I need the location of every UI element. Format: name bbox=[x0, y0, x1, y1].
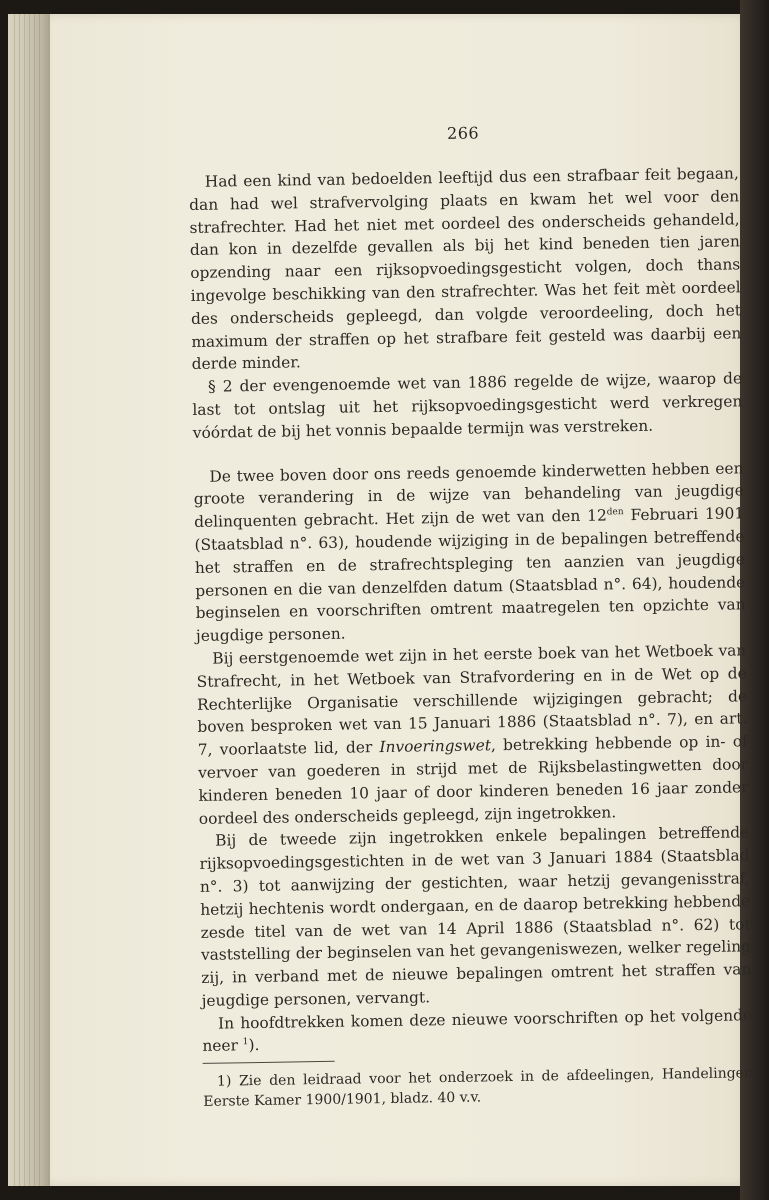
page-number: 266 bbox=[446, 123, 480, 143]
paragraph-5: Bij de tweede zijn ingetrokken enkele bepalingen betreffende rijksopvoedingsgestichten in de wet van 3 Januari 1884 (Staatsblad n°. 3) tot aanwijzing der gestichten, waar hetzij gevangenisstraf, hetzij hechtenis wordt ondergaan, en de daarop betrekking hebbende zesde titel van de wet van 14 April 1886 (Staatsblad n°. 62) tot vaststelling der beginselen van het gevangeniswezen, welker regeling zij, in verband met de nieuwe bepalingen omtrent het straffen van jeugdige personen, vervangt. bbox=[199, 823, 752, 1010]
paragraph-3-superscript: den bbox=[606, 507, 624, 518]
paragraph-3-text-after: Februari 1901 (Staatsblad n°. 63), houdende wijziging in de bepalingen betreffende het straffen en de strafrechtspleging ten aanzien van jeugdige personen en die van denzelfden datum (Staatsblad n°. 64), houdende beginselen en voorschriften omtrent maatregelen ten opzichte van jeugdige personen. bbox=[194, 504, 746, 646]
paragraph-3 bbox=[193, 457, 746, 648]
paragraph-4-italic: Invoeringswet bbox=[379, 736, 492, 757]
paragraph-1: Had een kind van bedoelden leeftijd dus een strafbaar feit begaan, dan had wel strafvervolging plaats en kwam het wel voor den strafrechter. Had het niet met oordeel des onderscheids gehandeld, dan kon in dezelfde gevallen als bij het kind beneden tien jaren opzending naar een rijksopvoedingsgesticht volgen, doch thans ingevolge beschikking van den strafrechter. Was het feit mèt oordeel des onderscheids gepleegd, dan volgde veroordeeling, doch het maximum der straffen op het strafbare feit gesteld was daarbij een derde minder. bbox=[189, 164, 742, 374]
paragraph-4 bbox=[196, 639, 749, 830]
paragraph-6-text-after: ). bbox=[248, 1036, 260, 1055]
paragraph-6 bbox=[202, 1004, 753, 1058]
footnote-reference: 1 bbox=[242, 1037, 249, 1048]
page-text-block bbox=[188, 119, 753, 1112]
footnote-marker: 1) bbox=[216, 1073, 232, 1090]
footnote-divider bbox=[203, 1061, 335, 1064]
paragraph-4-text-after: , betrekking hebbende op in- of vervoer van goederen in strijd met de Rijksbelastingwetten door kinderen beneden 10 jaar of door kinderen beneden 16 jaar zonder oordeel des onderscheids gepleegd, zijn ingetrokken. bbox=[197, 732, 749, 828]
paragraph-4-text-before: Bij eerstgenoemde wet zijn in het eerste boek van het Wetboek van Strafrecht, in het Wetboek van Strafvordering en in de Wet op de Rechterlijke Organisatie verschillende wijzigingen gebracht; de boven besproken wet van 15 Januari 1886 (Staatsblad n°. 7), en art. 7, voorlaatste lid, der bbox=[196, 641, 748, 760]
paragraph-6-text-before: In hoofdtrekken komen deze nieuwe voorschriften op het volgende neer bbox=[202, 1005, 753, 1056]
paragraph-3-text-before: De twee boven door ons reeds genoemde kinderwetten hebben een groote verandering in de wijze van behandeling van jeugdige delinquenten gebracht. Het zijn de wet van den 12 bbox=[193, 458, 744, 532]
footnote-text: Zie den leidraad voor het onderzoek in de afdeelingen, Handelingen Eerste Kamer 1900/1901, bladz. 40 v.v. bbox=[203, 1065, 754, 1111]
gutter-page-edges bbox=[14, 14, 44, 1186]
paragraph-2: § 2 der evengenoemde wet van 1886 regelde de wijze, waarop de last tot ontslag uit het rijksopvoedingsgesticht werd verkregen vóórdat de bij het vonnis bepaalde termijn was verstreken. bbox=[192, 369, 743, 442]
